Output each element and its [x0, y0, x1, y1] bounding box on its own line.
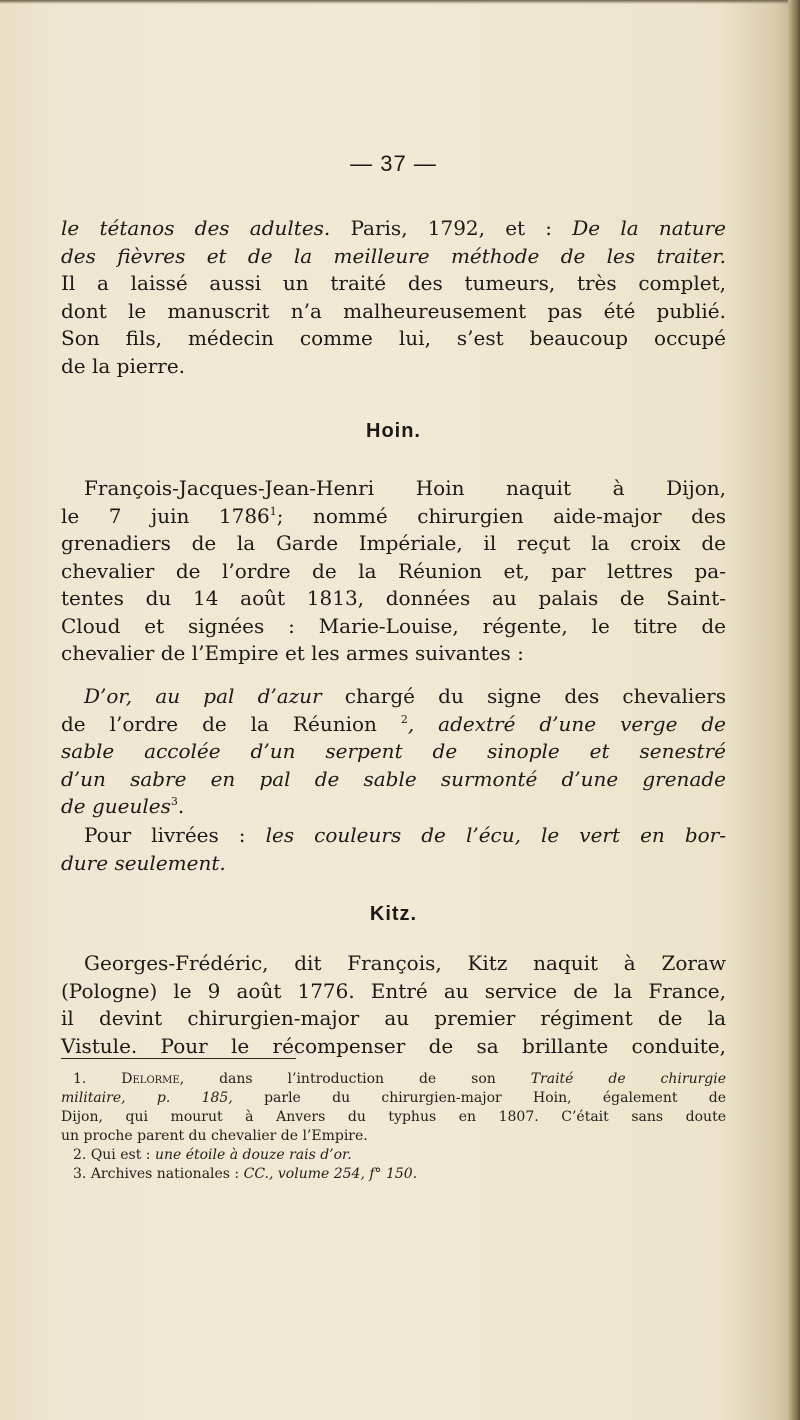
text-line: sable accolée d’un serpent de sinople et senestré: [61, 739, 726, 763]
section-heading-hoin: Hoin.: [366, 420, 421, 442]
text-line: D’or, au pal d’azur chargé du signe des chevaliers: [84, 684, 726, 708]
text-line: des fièvres et de la meilleure méthode de les traiter.: [61, 243, 726, 268]
text-line: le 7 juin 1786$^1$; nommé chirurgien aide-major des: [61, 503, 726, 528]
page-binding-edge: [788, 0, 800, 1420]
text-line: Pour livrées : les couleurs de l’écu, le vert en bor-: [84, 823, 727, 847]
footnote-1: 1. Delorme, dans l’introduction de son Traité de chirurgie: [73, 1071, 726, 1087]
section-heading-kitz: Kitz.: [369, 903, 418, 925]
footnotes: [61, 1070, 726, 1184]
footnote-ref-2: 2: [400, 712, 408, 726]
footnote-area: [61, 0, 726, 1420]
text-line: Cloud et signées : Marie-Louise, régente, le titre de: [61, 613, 726, 638]
text-line: de la pierre.: [61, 353, 186, 378]
footnote-divider: [61, 1058, 296, 1059]
footnote-1-line: militaire, p. 185, parle du chirurgien-major Hoin, également de: [61, 1090, 727, 1106]
text-line: dont le manuscrit n’a malheureusement pas été publié.: [61, 298, 726, 323]
footnote-3: 3. Archives nationales : CC., volume 254, f° 150.: [73, 1166, 418, 1182]
footnote-2: 2. Qui est : une étoile à douze rais d’or.: [73, 1147, 352, 1163]
text-line: Il a laissé aussi un traité des tumeurs, très complet,: [61, 271, 726, 295]
footnote-1-line: un proche parent du chevalier de l’Empire.: [61, 1128, 368, 1144]
text-line: dure seulement.: [61, 850, 226, 875]
text-line: chevalier de l’ordre de la Réunion et, par lettres pa-: [61, 558, 726, 583]
text-line: Son fils, médecin comme lui, s’est beaucoup occupé: [61, 326, 726, 350]
footnote-1-line: Dijon, qui mourut à Anvers du typhus en 1807. C’était sans doute: [61, 1109, 726, 1125]
text-line: grenadiers de la Garde Impériale, il reçut la croix de: [61, 531, 726, 555]
text-line: de l’ordre de la Réunion $^2$, adextré d’une verge de: [61, 711, 726, 736]
text-line: tentes du 14 août 1813, données au palais de Saint-: [61, 586, 726, 610]
text-line: le tétanos des adultes. Paris, 1792, et : De la nature: [61, 216, 726, 240]
text-line: (Pologne) le 9 août 1776. Entré au service de la France,: [61, 978, 726, 1003]
text-line: François-Jacques-Jean-Henri Hoin naquit à Dijon,: [84, 476, 726, 500]
text-line: il devint chirurgien-major au premier régiment de la: [61, 1006, 726, 1030]
footnote-ref-1: 1: [269, 504, 277, 518]
page-number: — 37 —: [350, 151, 437, 176]
text-line: chevalier de l’Empire et les armes suivantes :: [61, 641, 524, 665]
text-line: de gueules$^3$.: [61, 794, 185, 818]
footnote-ref-3: 3: [170, 795, 178, 808]
text-line: Georges-Frédéric, dit François, Kitz naquit à Zoraw: [84, 951, 726, 975]
text-line: Vistule. Pour le récompenser de sa brillante conduite,: [61, 1033, 726, 1058]
text-line: d’un sabre en pal de sable surmonté d’une grenade: [61, 766, 726, 791]
